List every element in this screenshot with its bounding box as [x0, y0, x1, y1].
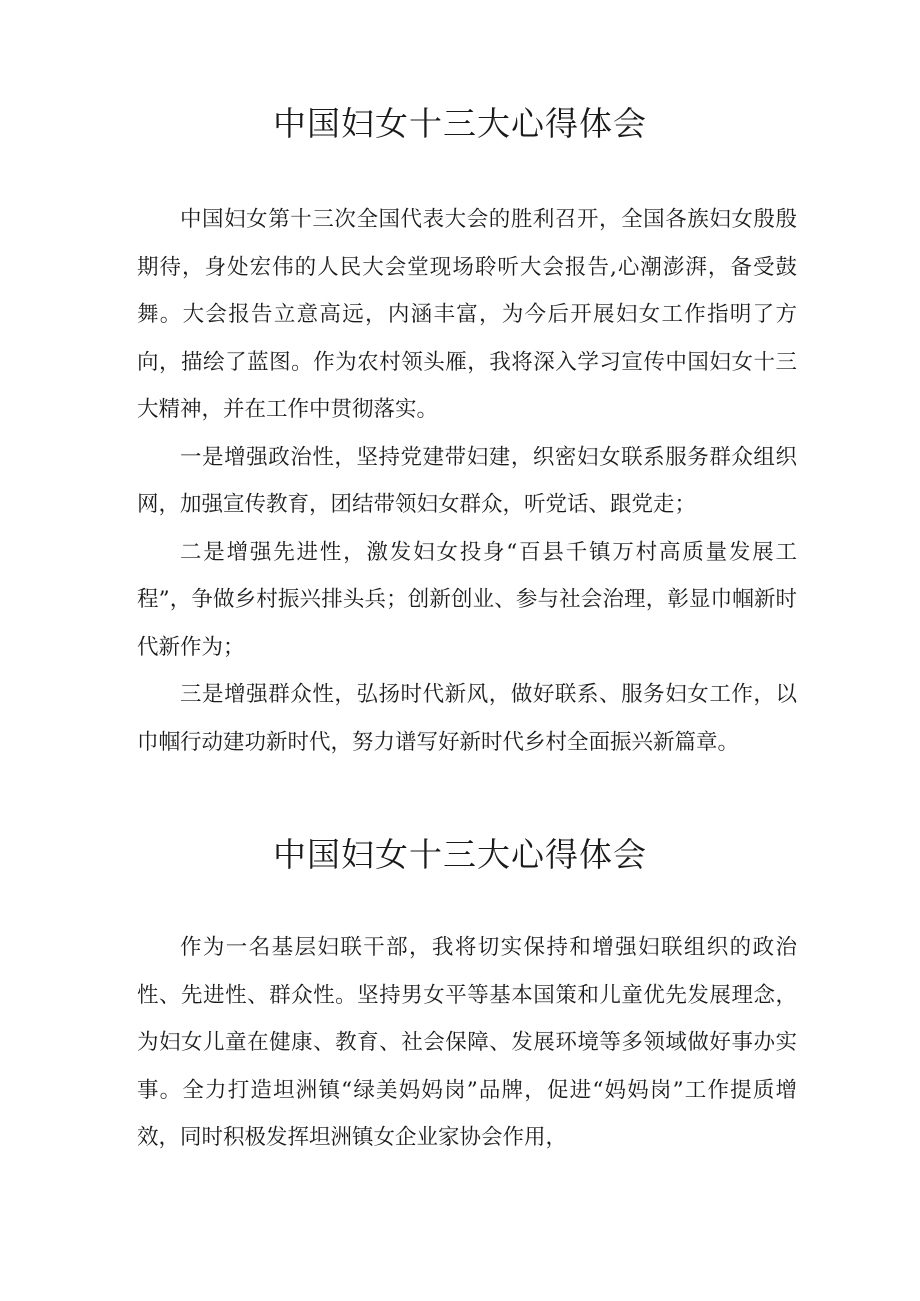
body-paragraph: 中国妇女第十三次全国代表大会的胜利召开，全国各族妇女殷殷期待，身处宏伟的人民大会堂现场聆听大会报告,心潮澎湃，备受鼓舞。大会报告立意高远，内涵丰富，为今后开展妇女工作指明了方向，描绘了蓝图。作为农村领头雁，我将深入学习宣传中国妇女十三大精神，并在工作中贯彻落实。 — [137, 207, 797, 422]
body-paragraph: 三是增强群众性，弘扬时代新风，做好联系、服务妇女工作，以巾帼行动建功新时代，努力谱写好新时代乡村全面振兴新篇章。 — [137, 682, 797, 755]
section-body — [137, 924, 797, 1162]
section-title: 中国妇女十三大心得体会 — [273, 104, 647, 143]
body-paragraph: 一是增强政治性，坚持党建带妇建，织密妇女联系服务群众组织网，加强宣传教育，团结带领妇女群众，听党话、跟党走； — [137, 444, 797, 517]
section-body — [137, 196, 797, 766]
section-title: 中国妇女十三大心得体会 — [273, 835, 647, 874]
body-paragraph: 二是增强先进性，激发妇女投身“百县千镇万村高质量发展工程”，争做乡村振兴排头兵；创新创业、参与社会治理，彰显巾帼新时代新作为； — [137, 539, 797, 660]
body-paragraph: 作为一名基层妇联干部，我将切实保持和增强妇联组织的政治性、先进性、群众性。坚持男女平等基本国策和儿童优先发展理念，为妇女儿童在健康、教育、社会保障、发展环境等多领域做好事办实事。全力打造坦洲镇“绿美妈妈岗”品牌，促进“妈妈岗”工作提质增效，同时积极发挥坦洲镇女企业家协会作用， — [137, 935, 797, 1150]
